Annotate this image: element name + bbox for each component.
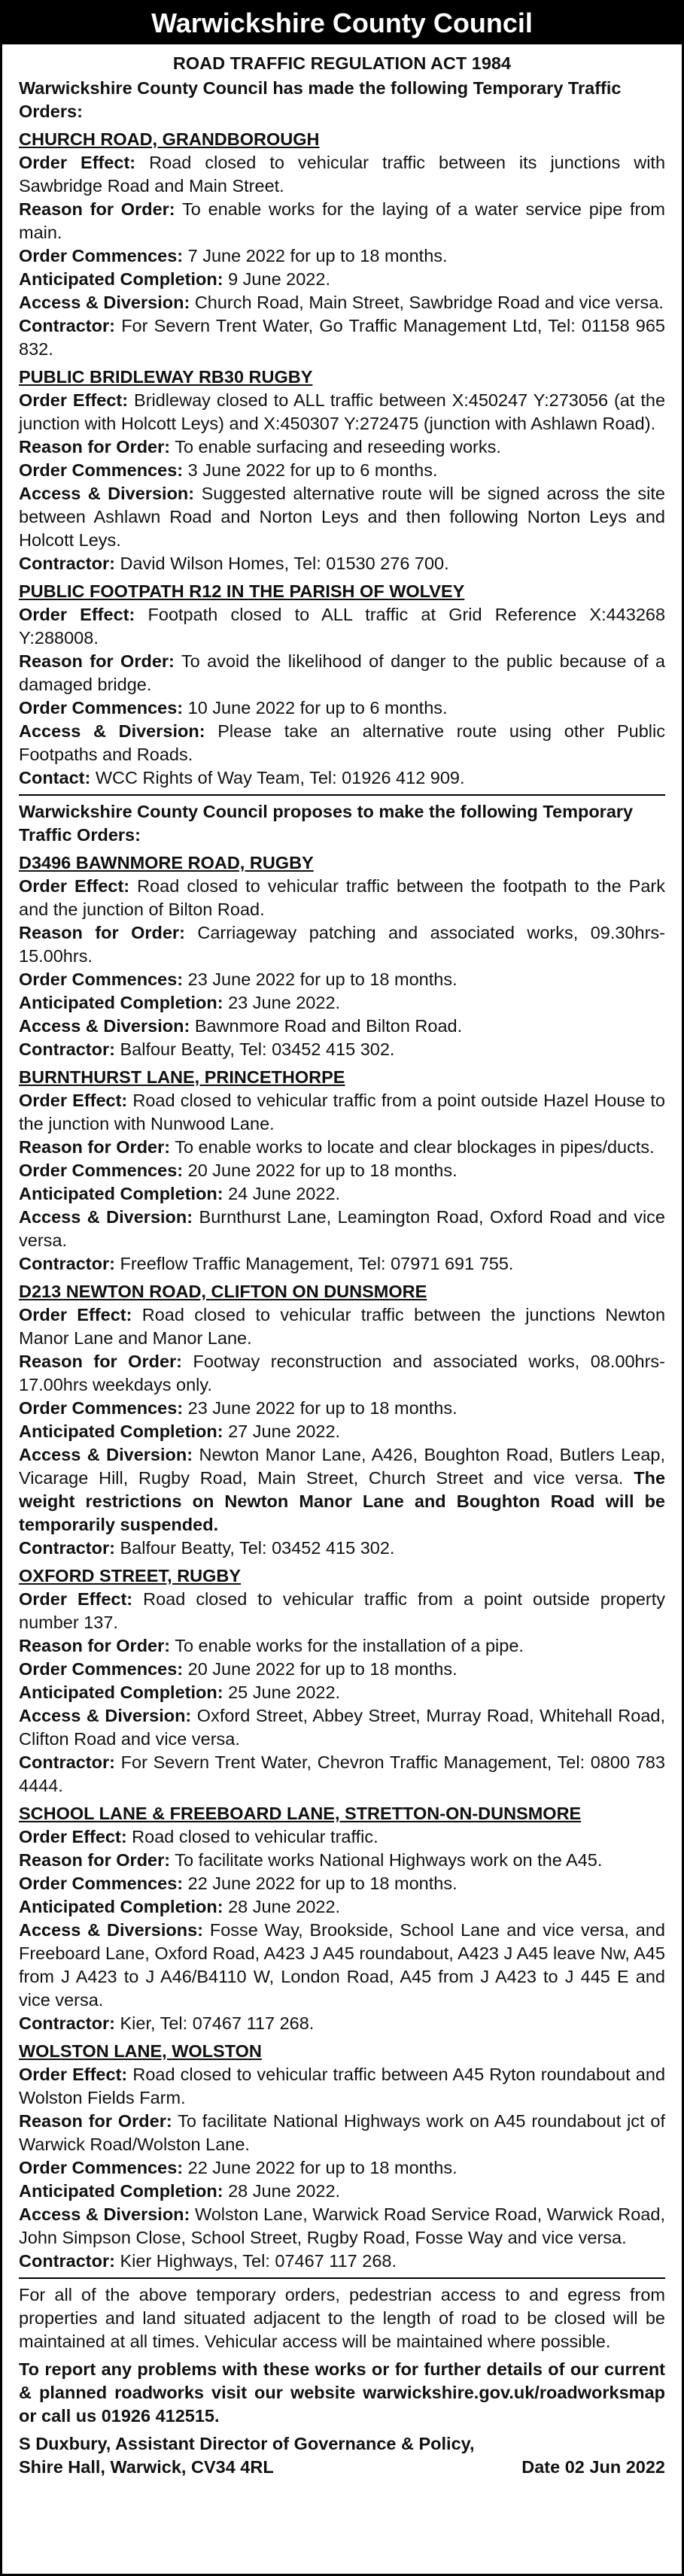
order-field	[19, 291, 665, 314]
field-label: Reason for Order:	[19, 923, 185, 942]
field-value: 27 June 2022.	[228, 1422, 341, 1441]
order-field	[19, 198, 665, 244]
field-value: Fosse Way, Brookside, School Lane and vice versa, and Freeboard Lane, Oxford Road, A423 J A45 roundabout, A423 J A45 leave Nw, A45 from J A423 to J A46/B4110 W, London Road, A45 from J A423 to J 445 E and vice versa.	[19, 1920, 665, 2010]
notice-date: Date 02 Jun 2022	[521, 2457, 665, 2477]
field-value: 22 June 2022 for up to 18 months.	[187, 1874, 458, 1893]
field-label: Order Commences:	[19, 1659, 184, 1679]
field-label: Order Commences:	[19, 1874, 184, 1893]
field-value: Church Road, Main Street, Sawbridge Road and vice versa.	[194, 293, 664, 312]
field-label: Order Effect:	[19, 1091, 128, 1110]
field-value: David Wilson Homes, Tel: 01530 276 700.	[120, 554, 449, 573]
order-field	[19, 435, 665, 459]
field-value: 10 June 2022 for up to 6 months.	[187, 698, 448, 718]
field-value: 23 June 2022 for up to 18 months.	[187, 969, 458, 989]
order-field	[19, 1252, 665, 1276]
field-value: To enable works for the laying of a water service pipe from main.	[19, 199, 665, 242]
order-section	[19, 851, 665, 1061]
order-field	[19, 1849, 665, 1872]
field-label: Order Commences:	[19, 698, 184, 718]
field-value: To enable works to locate and clear blockages in pipes/ducts.	[175, 1137, 655, 1157]
proposed-orders-list	[19, 851, 665, 2273]
field-label: Anticipated Completion:	[19, 1184, 223, 1203]
order-field	[19, 968, 665, 991]
section-divider	[19, 794, 665, 796]
order-field	[19, 720, 665, 766]
field-label: Anticipated Completion:	[19, 1682, 223, 1702]
order-field	[19, 1397, 665, 1420]
field-label: Order Effect:	[19, 605, 135, 624]
field-label: Order Commences:	[19, 1398, 184, 1418]
report-text: To report any problems with these works or for further details of our current & planned roadworks visit our website warwickshire.gov.uk/roadworksmap or call us 01926 412515.	[19, 2359, 665, 2426]
field-label: Anticipated Completion:	[19, 2181, 223, 2201]
order-field	[19, 2063, 665, 2110]
field-label: Order Effect:	[19, 2065, 128, 2084]
order-field	[19, 1420, 665, 1443]
order-field	[19, 1634, 665, 1658]
order-field	[19, 1681, 665, 1704]
field-label: Contractor:	[19, 554, 115, 573]
order-field	[19, 1537, 665, 1560]
field-value: Road closed to vehicular traffic between the junctions Newton Manor Lane and Manor Lane.	[19, 1305, 666, 1348]
field-value: Road closed to vehicular traffic between its junctions with Sawbridge Road and Main Street.	[19, 153, 666, 196]
order-field	[19, 1919, 665, 2012]
field-value: Carriageway patching and associated works, 09.30hrs-15.00hrs.	[19, 923, 666, 966]
notice-header	[2, 2, 682, 44]
order-section	[19, 1280, 665, 1560]
signature-row	[19, 2456, 665, 2479]
field-label: Contact:	[19, 768, 91, 787]
field-value: Balfour Beatty, Tel: 03452 415 302.	[120, 1039, 395, 1059]
field-value: 24 June 2022.	[228, 1184, 341, 1203]
field-label: Contractor:	[19, 1254, 115, 1273]
field-label: Order Effect:	[19, 1589, 133, 1609]
order-title: WOLSTON LANE, WOLSTON	[19, 2041, 262, 2061]
order-title: PUBLIC BRIDLEWAY RB30 RUGBY	[19, 367, 313, 387]
order-field	[19, 1704, 665, 1751]
order-field	[19, 1350, 665, 1397]
order-field	[19, 459, 665, 482]
field-value: Road closed to vehicular traffic from a point outside property number 137.	[19, 1589, 666, 1632]
field-value: 23 June 2022.	[228, 993, 341, 1012]
field-label: Order Effect:	[19, 876, 130, 896]
order-field	[19, 1825, 665, 1849]
field-label: Reason for Order:	[19, 1850, 171, 1870]
field-label: Anticipated Completion:	[19, 1897, 223, 1916]
order-field	[19, 1895, 665, 1919]
order-field	[19, 314, 665, 361]
order-field	[19, 151, 665, 198]
field-value: 3 June 2022 for up to 6 months.	[187, 460, 438, 480]
order-section	[19, 128, 665, 361]
field-label: Access & Diversion:	[19, 293, 190, 312]
order-field	[19, 766, 665, 790]
field-value: Road closed to vehicular traffic between the footpath to the Park and the junction of Bilton Road.	[19, 876, 666, 919]
field-label: Order Effect:	[19, 390, 129, 410]
field-label: Order Commences:	[19, 246, 184, 265]
field-value: Bawnmore Road and Bilton Road.	[194, 1016, 463, 1036]
order-field	[19, 244, 665, 268]
field-value: Freeflow Traffic Management, Tel: 07971 691 755.	[120, 1254, 514, 1273]
order-section	[19, 1066, 665, 1276]
order-field	[19, 482, 665, 552]
field-label: Order Commences:	[19, 1161, 184, 1180]
field-value: 20 June 2022 for up to 18 months.	[187, 1161, 458, 1180]
field-value: Balfour Beatty, Tel: 03452 415 302.	[120, 1538, 395, 1558]
field-label: Order Effect:	[19, 1305, 132, 1324]
field-value: 7 June 2022 for up to 18 months.	[187, 246, 448, 265]
order-field	[19, 1159, 665, 1182]
order-field	[19, 552, 665, 575]
field-label: Reason for Order:	[19, 651, 175, 671]
field-label: Contractor:	[19, 2251, 115, 2271]
field-label: Order Effect:	[19, 153, 136, 172]
field-value: Burnthurst Lane, Leamington Road, Oxford Road and vice versa.	[19, 1207, 665, 1250]
field-label: Access & Diversion:	[19, 1016, 190, 1036]
field-label: Contractor:	[19, 316, 115, 335]
field-value: 28 June 2022.	[228, 1897, 341, 1916]
order-field	[19, 268, 665, 291]
notice-footer	[19, 2283, 665, 2479]
field-label: Access & Diversion:	[19, 484, 195, 503]
field-value: Road closed to vehicular traffic from a point outside Hazel House to the junction with Nunwood Lane.	[19, 1091, 666, 1133]
field-value: Footway reconstruction and associated works, 08.00hrs-17.00hrs weekdays only.	[19, 1352, 666, 1394]
field-label: Order Commences:	[19, 460, 184, 480]
field-value: 9 June 2022.	[228, 269, 330, 289]
order-field	[19, 1136, 665, 1159]
field-label: Access & Diversion:	[19, 1445, 193, 1464]
order-title: D213 NEWTON ROAD, CLIFTON ON DUNSMORE	[19, 1282, 427, 1301]
order-title: CHURCH ROAD, GRANDBOROUGH	[19, 129, 320, 149]
field-value: Road closed to vehicular traffic between A45 Ryton roundabout and Wolston Fields Farm.	[19, 2065, 666, 2107]
order-field	[19, 1751, 665, 1798]
order-field	[19, 1658, 665, 1681]
order-section	[19, 2040, 665, 2273]
order-field	[19, 921, 665, 968]
order-field	[19, 389, 665, 435]
footer-divider	[19, 2277, 665, 2279]
order-section	[19, 366, 665, 575]
field-label: Reason for Order:	[19, 1352, 182, 1371]
field-value: Oxford Street, Abbey Street, Murray Road, Whitehall Road, Clifton Road and vice versa.	[19, 1706, 665, 1749]
field-value: Kier, Tel: 07467 117 268.	[120, 2013, 315, 2033]
field-value: To avoid the likelihood of danger to the public because of a damaged bridge.	[19, 651, 665, 694]
field-value: Please take an alternative route using other Public Footpaths and Roads.	[19, 721, 665, 764]
order-field	[19, 1206, 665, 1252]
field-label: Access & Diversion:	[19, 2204, 190, 2224]
order-title: BURNTHURST LANE, PRINCETHORPE	[19, 1067, 345, 1087]
order-field	[19, 1872, 665, 1895]
order-field	[19, 2180, 665, 2203]
order-field	[19, 2203, 665, 2250]
field-label: Contractor:	[19, 2013, 115, 2033]
field-value: Wolston Lane, Warwick Road Service Road, Warwick Road, John Simpson Close, School Street, Rugby Road, Fosse Way and vice versa.	[19, 2204, 665, 2247]
order-field	[19, 603, 665, 650]
access-note: For all of the above temporary orders, pedestrian access to and egress from properties and land situated adjacent to the length of road to be closed will be maintained at all times. Vehicular access will be maintained where possible.	[19, 2285, 665, 2351]
order-field	[19, 1182, 665, 1206]
field-label: Reason for Order:	[19, 2111, 172, 2131]
order-field	[19, 1303, 665, 1350]
field-value: 25 June 2022.	[228, 1682, 341, 1702]
proposed-orders-intro: Warwickshire County Council proposes to make the following Temporary Traffic Orders:	[19, 802, 634, 845]
order-field	[19, 991, 665, 1015]
field-value: 23 June 2022 for up to 18 months.	[187, 1398, 458, 1418]
field-label: Anticipated Completion:	[19, 1422, 223, 1441]
order-field	[19, 1015, 665, 1038]
order-field	[19, 1443, 665, 1537]
field-value: Footpath closed to ALL traffic at Grid Reference X:443268 Y:288008.	[19, 605, 666, 648]
field-label: Access & Diversions:	[19, 1920, 203, 1940]
order-field	[19, 650, 665, 696]
order-title: OXFORD STREET, RUGBY	[19, 1566, 242, 1585]
signature-block	[19, 2432, 665, 2479]
order-field	[19, 2156, 665, 2180]
order-field	[19, 2110, 665, 2156]
address: Shire Hall, Warwick, CV34 4RL	[19, 2457, 274, 2477]
field-label: Order Commences:	[19, 969, 184, 989]
field-value: To facilitate National Highways work on A45 roundabout jct of Warwick Road/Wolston Lane.	[19, 2111, 666, 2154]
act-title: ROAD TRAFFIC REGULATION ACT 1984	[172, 53, 512, 73]
field-label: Reason for Order:	[19, 1137, 171, 1157]
order-title: SCHOOL LANE & FREEBOARD LANE, STRETTON-ON-DUNSMORE	[19, 1804, 582, 1823]
field-label: Reason for Order:	[19, 1636, 171, 1655]
order-section	[19, 1564, 665, 1798]
field-value: To enable surfacing and reseeding works.	[175, 437, 501, 457]
field-value: To enable works for the installation of a pipe.	[175, 1636, 524, 1655]
order-section	[19, 1802, 665, 2035]
order-field	[19, 1089, 665, 1136]
field-value: WCC Rights of Way Team, Tel: 01926 412 909.	[95, 768, 465, 787]
order-field	[19, 2012, 665, 2035]
field-value: Bridleway closed to ALL traffic between X:450247 Y:273056 (at the junction with Holcott Leys) and X:450307 Y:272475 (junction with Ashlawn Road).	[19, 390, 666, 433]
signatory: S Duxbury, Assistant Director of Governance & Policy,	[19, 2434, 475, 2453]
field-value: 20 June 2022 for up to 18 months.	[187, 1659, 458, 1679]
field-emphasis: The weight restrictions on Newton Manor Lane and Boughton Road will be temporarily suspended.	[19, 1468, 666, 1534]
order-field	[19, 875, 665, 921]
field-label: Anticipated Completion:	[19, 993, 223, 1012]
field-label: Access & Diversion:	[19, 721, 205, 741]
field-label: Access & Diversion:	[19, 1207, 193, 1227]
field-value: Kier Highways, Tel: 07467 117 268.	[120, 2251, 397, 2271]
order-field	[19, 696, 665, 720]
field-label: Anticipated Completion:	[19, 269, 223, 289]
order-section	[19, 580, 665, 790]
council-title: Warwickshire County Council	[151, 8, 533, 38]
field-value: For Severn Trent Water, Chevron Traffic Management, Tel: 0800 783 4444.	[19, 1752, 665, 1795]
field-label: Contractor:	[19, 1752, 115, 1772]
field-label: Order Effect:	[19, 1827, 127, 1846]
field-value: To facilitate works National Highways work on the A45.	[175, 1850, 603, 1870]
order-field	[19, 2250, 665, 2273]
field-label: Reason for Order:	[19, 437, 171, 457]
notice-body	[2, 44, 682, 2479]
made-orders-list	[19, 128, 665, 790]
field-value: Newton Manor Lane, A426, Boughton Road, Butlers Leap, Vicarage Hill, Rugby Road, Main Street, Church Street and vice versa.	[19, 1445, 665, 1488]
field-value: Suggested alternative route will be signed across the site between Ashlawn Road and Norton Leys and then following Norton Leys and Holcott Leys.	[19, 484, 665, 550]
order-field	[19, 1038, 665, 1061]
field-value: For Severn Trent Water, Go Traffic Management Ltd, Tel: 01158 965 832.	[19, 316, 665, 359]
field-label: Order Commences:	[19, 2158, 184, 2177]
order-field	[19, 1588, 665, 1634]
field-value: Road closed to vehicular traffic.	[132, 1827, 378, 1846]
field-label: Access & Diversion:	[19, 1706, 192, 1725]
order-title: PUBLIC FOOTPATH R12 IN THE PARISH OF WOLVEY	[19, 581, 465, 601]
field-value: 28 June 2022.	[228, 2181, 341, 2201]
order-title: D3496 BAWNMORE ROAD, RUGBY	[19, 853, 314, 872]
field-label: Reason for Order:	[19, 199, 175, 219]
field-value: 22 June 2022 for up to 18 months.	[187, 2158, 458, 2177]
field-label: Contractor:	[19, 1538, 115, 1558]
field-label: Contractor:	[19, 1039, 115, 1059]
made-orders-intro: Warwickshire County Council has made the following Temporary Traffic Orders:	[19, 78, 622, 121]
